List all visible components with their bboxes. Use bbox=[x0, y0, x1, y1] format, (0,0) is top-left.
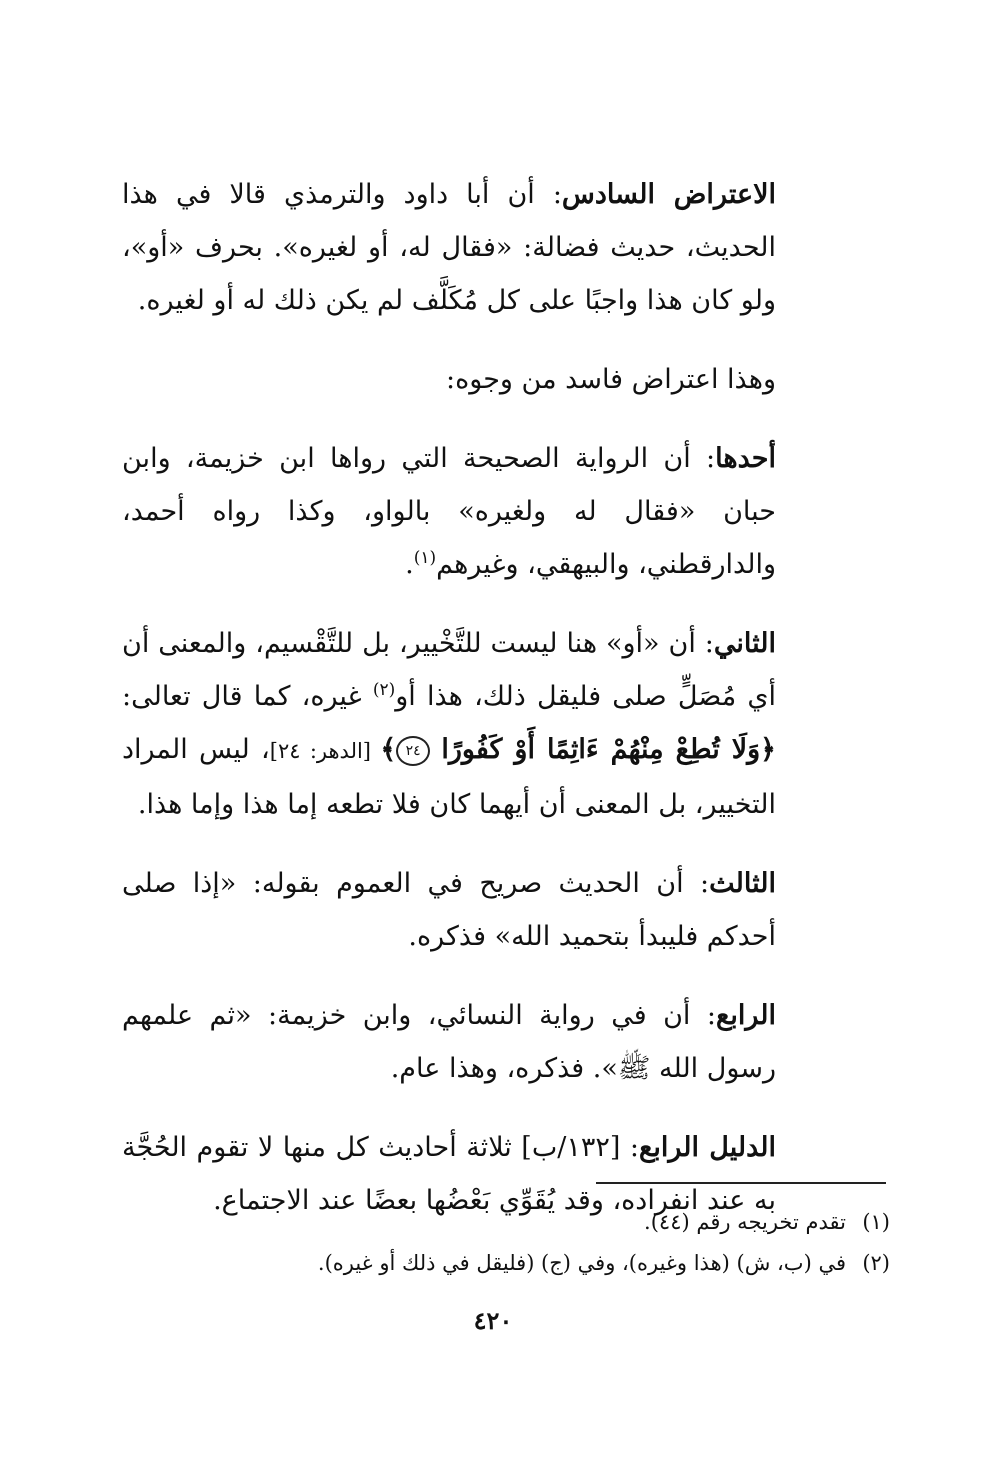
paragraph-text: : أن الرواية الصحيحة التي رواها ابن خزيمة، وابن حبان «فقال له ولغيره» بالواو، وكذا رواه أحمد، والدارقطني، والبيهقي، وغيرهم bbox=[122, 443, 776, 580]
paragraph-heading: الاعتراض السادس bbox=[561, 179, 776, 210]
paragraph-second-aspect bbox=[122, 617, 818, 831]
paragraph-heading: الثاني bbox=[713, 628, 776, 659]
footnote-number: (٢) bbox=[862, 1251, 890, 1275]
quran-close-bracket: ﴾ bbox=[380, 734, 397, 765]
paragraph-text-final: ، ليس المراد التخيير، بل المعنى أن أيهما كان فلا تطعه إما هذا وإما هذا. bbox=[122, 734, 776, 820]
paragraph-text: : أن أبا داود والترمذي قالا في هذا الحديث، حديث فضالة: «فقال له، أو لغيره». بحرف «أو»، ولو كان هذا واجبًا على كل مُكَلَّف لم يكن ذلك له أو لغيره. bbox=[122, 179, 776, 316]
main-text bbox=[122, 168, 818, 1253]
footnote-text: تقدم تخريجه رقم (٤٤). bbox=[644, 1210, 846, 1234]
paragraph-text: : أن في رواية النسائي، وابن خزيمة: «ثم علمهم رسول الله ﷺ». فذكره، وهذا عام. bbox=[122, 1000, 776, 1084]
footnote-separator bbox=[596, 1182, 886, 1184]
paragraph-heading: الرابع bbox=[715, 1000, 776, 1031]
footnote-marker-2[interactable]: (٢) bbox=[372, 680, 396, 700]
paragraph-text: : [١٣٢/ب] ثلاثة أحاديث كل منها لا تقوم الحُجَّة به عند انفراده، وقد يُقَوِّي بَعْضُها بعضًا عند الاجتماع. bbox=[122, 1132, 776, 1216]
paragraph-first-aspect bbox=[122, 432, 818, 591]
footnote-marker-1[interactable]: (١) bbox=[413, 548, 437, 568]
footnote-number: (١) bbox=[862, 1210, 890, 1234]
paragraph-heading: الدليل الرابع bbox=[638, 1132, 776, 1163]
paragraph-invalid-objection bbox=[122, 353, 818, 406]
footnotes bbox=[200, 1202, 890, 1284]
footnote-item bbox=[200, 1243, 890, 1284]
paragraph-third-aspect bbox=[122, 857, 818, 963]
ayah-number-marker: ٢٤ bbox=[396, 736, 430, 766]
paragraph-text: : أن «أو» هنا ليست للتَّخْيير، بل للتَّقْسيم، والمعنى أن أي مُصَلٍّ صلى فليقل ذلك، هذا أو bbox=[122, 628, 776, 712]
paragraph-sixth-objection bbox=[122, 168, 818, 327]
paragraph-text: : أن الحديث صريح في العموم بقوله: «إذا صلى أحدكم فليبدأ بتحميد الله» فذكره. bbox=[122, 868, 776, 952]
verse-reference: [الدهر: ٢٤] bbox=[269, 739, 381, 763]
footnote-item bbox=[200, 1202, 890, 1243]
paragraph-text-continued: غيره، كما قال تعالى: bbox=[122, 681, 373, 712]
paragraph-fourth-aspect bbox=[122, 989, 818, 1095]
quran-verse: ﴿وَلَا تُطِعْ مِنْهُمْ ءَاثِمًا أَوْ كَفُورًا bbox=[441, 734, 777, 765]
footnote-text: في (ب، ش) (هذا وغيره)، وفي (ج) (فليقل في ذلك أو غيره). bbox=[317, 1251, 846, 1275]
paragraph-heading: أحدها bbox=[715, 443, 776, 474]
page-number: ٤٢٠ bbox=[473, 1306, 513, 1335]
paragraph-heading: الثالث bbox=[709, 868, 776, 899]
paragraph-text-end: . bbox=[405, 549, 414, 580]
paragraph-text: وهذا اعتراض فاسد من وجوه: bbox=[446, 364, 776, 395]
